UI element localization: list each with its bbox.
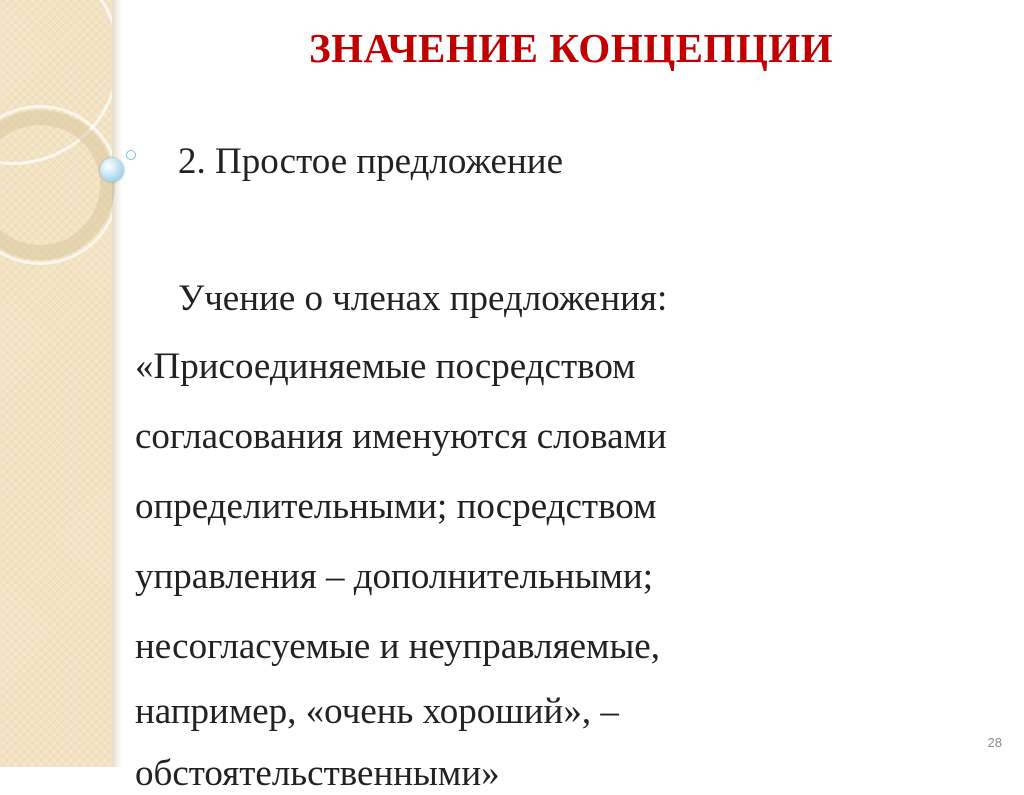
bullet-bubble-icon: [100, 158, 124, 182]
body-lead-line: Учение о членах предложения:: [178, 278, 668, 319]
slide-page-number: 28: [987, 735, 1002, 750]
body-line: согласования именуются словами: [135, 416, 667, 457]
body-line: определительными; посредством: [135, 486, 657, 527]
body-line: несогласуемые и неуправляемые,: [135, 626, 660, 667]
decorative-ring-icon: [0, 105, 120, 265]
body-line: например, «очень хороший», –: [135, 691, 619, 732]
bullet-small-bubble-icon: [126, 150, 136, 160]
side-band-shadow: [112, 0, 122, 767]
slide-subheading: 2. Простое предложение: [178, 141, 563, 182]
body-line: обстоятельственными»: [135, 753, 500, 794]
body-line: управления – дополнительными;: [135, 556, 653, 597]
slide-title: ЗНАЧЕНИЕ КОНЦЕПЦИИ: [308, 25, 834, 71]
decorative-side-band: [0, 0, 112, 767]
body-line: «Присоединяемые посредством: [135, 346, 636, 387]
